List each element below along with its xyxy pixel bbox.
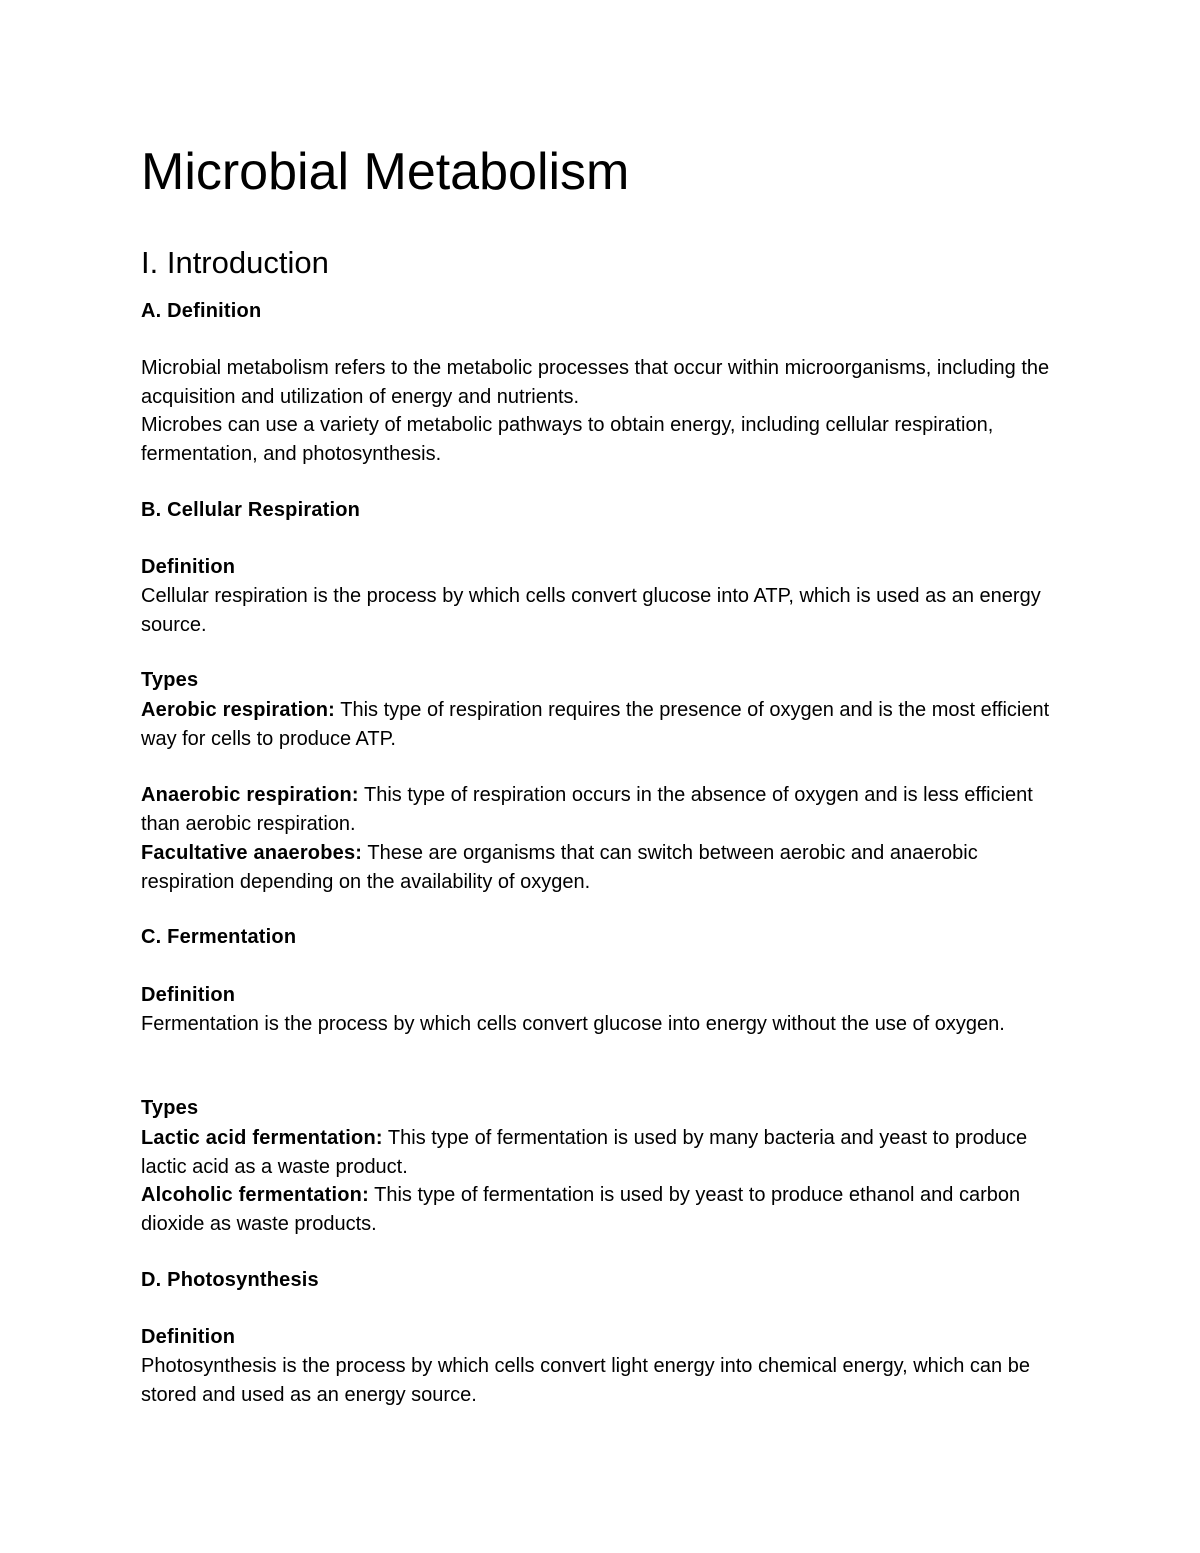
respiration-types-label: Types: [141, 669, 199, 691]
fermentation-type-term: Alcoholic fermentation:: [141, 1184, 369, 1206]
respiration-type-item: [141, 696, 1061, 753]
fermentation-type-item: [141, 1124, 1061, 1181]
photosynthesis-definition-label: Definition: [141, 1326, 236, 1348]
respiration-definition-text: Cellular respiration is the process by which cells convert glucose into ATP, which is used as an energy source.: [141, 585, 1041, 636]
subsection-heading-photosynthesis: D. Photosynthesis: [141, 1269, 319, 1291]
subsection-heading-cellular-respiration: B. Cellular Respiration: [141, 499, 361, 521]
respiration-type-text: These are organisms that can switch between aerobic and anaerobic respiration depending on the availability of oxygen.: [141, 842, 978, 893]
respiration-type-term: Anaerobic respiration:: [141, 784, 359, 806]
fermentation-type-term: Lactic acid fermentation:: [141, 1127, 383, 1149]
fermentation-type-text: This type of fermentation is used by many bacteria and yeast to produce lactic acid as a waste product.: [141, 1127, 1028, 1178]
document-title: Microbial Metabolism: [141, 143, 630, 201]
fermentation-definition-label: Definition: [141, 984, 236, 1006]
fermentation-type-text: This type of fermentation is used by yeast to produce ethanol and carbon dioxide as waste products.: [141, 1184, 1021, 1235]
fermentation-types-label: Types: [141, 1097, 199, 1119]
respiration-type-item: [141, 839, 1061, 896]
respiration-type-term: Aerobic respiration:: [141, 699, 336, 721]
respiration-type-text: This type of respiration requires the presence of oxygen and is the most efficient way for cells to produce ATP.: [141, 699, 1050, 750]
definition-paragraph-2: Microbes can use a variety of metabolic pathways to obtain energy, including cellular respiration, fermentation, and photosynthesis.: [141, 414, 994, 465]
definition-paragraph-1: Microbial metabolism refers to the metabolic processes that occur within microorganisms, including the acquisition and utilization of energy and nutrients.: [141, 357, 1050, 408]
respiration-type-item: [141, 781, 1061, 838]
subsection-heading-fermentation: C. Fermentation: [141, 926, 297, 948]
fermentation-type-item: [141, 1181, 1061, 1238]
respiration-type-term: Facultative anaerobes:: [141, 842, 363, 864]
fermentation-definition-text: Fermentation is the process by which cells convert glucose into energy without the use of oxygen.: [141, 1013, 1005, 1035]
subsection-heading-definition: A. Definition: [141, 300, 262, 322]
respiration-definition-label: Definition: [141, 556, 236, 578]
respiration-type-text: This type of respiration occurs in the absence of oxygen and is less efficient than aerobic respiration.: [141, 784, 1033, 835]
photosynthesis-definition-text: Photosynthesis is the process by which cells convert light energy into chemical energy, which can be stored and used as an energy source.: [141, 1355, 1030, 1406]
section-heading-introduction: I. Introduction: [141, 245, 329, 280]
